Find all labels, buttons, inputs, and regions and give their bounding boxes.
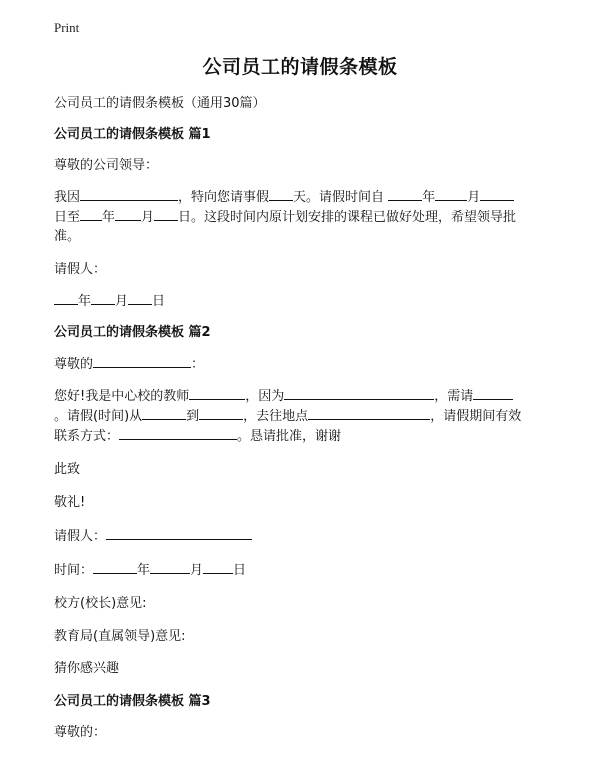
blank-month[interactable] xyxy=(150,560,190,574)
text: ，去往地点 xyxy=(243,409,309,424)
text: 。恳请批准，谢谢 xyxy=(237,429,342,444)
text: 日 xyxy=(233,563,247,578)
text: 。请假(时间)从 xyxy=(54,409,143,424)
text: 月 xyxy=(467,190,481,205)
text: ，特向您请事假 xyxy=(178,190,270,205)
opinion-school: 校方(校长)意见: xyxy=(54,596,147,611)
blank-signer[interactable] xyxy=(106,526,252,540)
salutation-1: 尊敬的公司领导： xyxy=(54,158,159,173)
blank-month[interactable] xyxy=(91,291,115,305)
text: 年 xyxy=(137,563,151,578)
blank-day[interactable] xyxy=(203,560,233,574)
text: ，需请 xyxy=(434,389,474,404)
blank-day[interactable] xyxy=(480,187,514,201)
interest-link[interactable]: 猜你感兴趣 xyxy=(54,661,120,676)
text: ，因为 xyxy=(245,389,285,404)
section-heading-1: 公司员工的请假条模板 篇1 xyxy=(54,127,211,142)
blank-year[interactable] xyxy=(80,207,102,221)
text: 月 xyxy=(190,563,204,578)
closing-1: 此致 xyxy=(54,462,81,477)
closing-2: 敬礼! xyxy=(54,495,86,510)
blank-day[interactable] xyxy=(128,291,152,305)
text: 尊敬的 xyxy=(54,357,94,372)
text: 您好!我是中心校的教师 xyxy=(54,389,190,404)
text: 请假人： xyxy=(54,529,107,544)
blank-month[interactable] xyxy=(115,207,141,221)
body-line xyxy=(54,406,550,426)
blank-reason[interactable] xyxy=(284,386,434,400)
blank-from[interactable] xyxy=(142,406,186,420)
blank-reason[interactable] xyxy=(80,187,178,201)
subtitle: 公司员工的请假条模板（通用30篇） xyxy=(54,96,266,111)
body-line xyxy=(54,426,550,446)
signer-2 xyxy=(54,526,550,546)
blank-teacher[interactable] xyxy=(189,386,245,400)
blank-year[interactable] xyxy=(93,560,137,574)
text: 日。这段时间内原计划安排的课程已做好处理，希望领导批 xyxy=(178,210,517,225)
text: 年 xyxy=(102,210,116,225)
page-title: 公司员工的请假条模板 xyxy=(202,56,398,78)
salutation-3: 尊敬的： xyxy=(54,725,107,740)
body-line xyxy=(54,187,550,207)
text: 时间： xyxy=(54,563,94,578)
blank-recipient[interactable] xyxy=(93,354,191,368)
text: 天。请假时间自 xyxy=(293,190,385,205)
text: ，请假期间有效 xyxy=(430,409,522,424)
blank-to[interactable] xyxy=(199,406,243,420)
opinion-bureau: 教育局(直属领导)意见: xyxy=(54,629,186,644)
section-2-body xyxy=(54,386,550,446)
body-line: 准。 xyxy=(54,229,81,244)
text: 月 xyxy=(141,210,155,225)
text: 到 xyxy=(186,409,200,424)
text: 日 xyxy=(152,294,166,309)
text: ： xyxy=(191,357,205,372)
body-line xyxy=(54,207,550,227)
blank-duration[interactable] xyxy=(473,386,513,400)
text: 日至 xyxy=(54,210,81,225)
text: 联系方式： xyxy=(54,429,120,444)
text: 年 xyxy=(78,294,92,309)
blank-year[interactable] xyxy=(54,291,78,305)
text: 年 xyxy=(422,190,436,205)
section-heading-3: 公司员工的请假条模板 篇3 xyxy=(54,694,211,709)
blank-day[interactable] xyxy=(154,207,178,221)
blank-year[interactable] xyxy=(388,187,422,201)
blank-location[interactable] xyxy=(308,406,430,420)
text: 我因 xyxy=(54,190,81,205)
document-body xyxy=(54,94,550,742)
signer-1: 请假人： xyxy=(54,262,107,277)
body-line xyxy=(54,386,550,406)
blank-month[interactable] xyxy=(435,187,467,201)
date-line-2 xyxy=(54,560,550,580)
salutation-2 xyxy=(54,354,550,374)
section-heading-2: 公司员工的请假条模板 篇2 xyxy=(54,325,211,340)
section-1-body xyxy=(54,187,550,246)
text: 月 xyxy=(115,294,129,309)
date-line-1 xyxy=(54,291,550,311)
blank-contact[interactable] xyxy=(119,426,237,440)
print-label: Print xyxy=(54,20,80,35)
blank-days[interactable] xyxy=(269,187,293,201)
